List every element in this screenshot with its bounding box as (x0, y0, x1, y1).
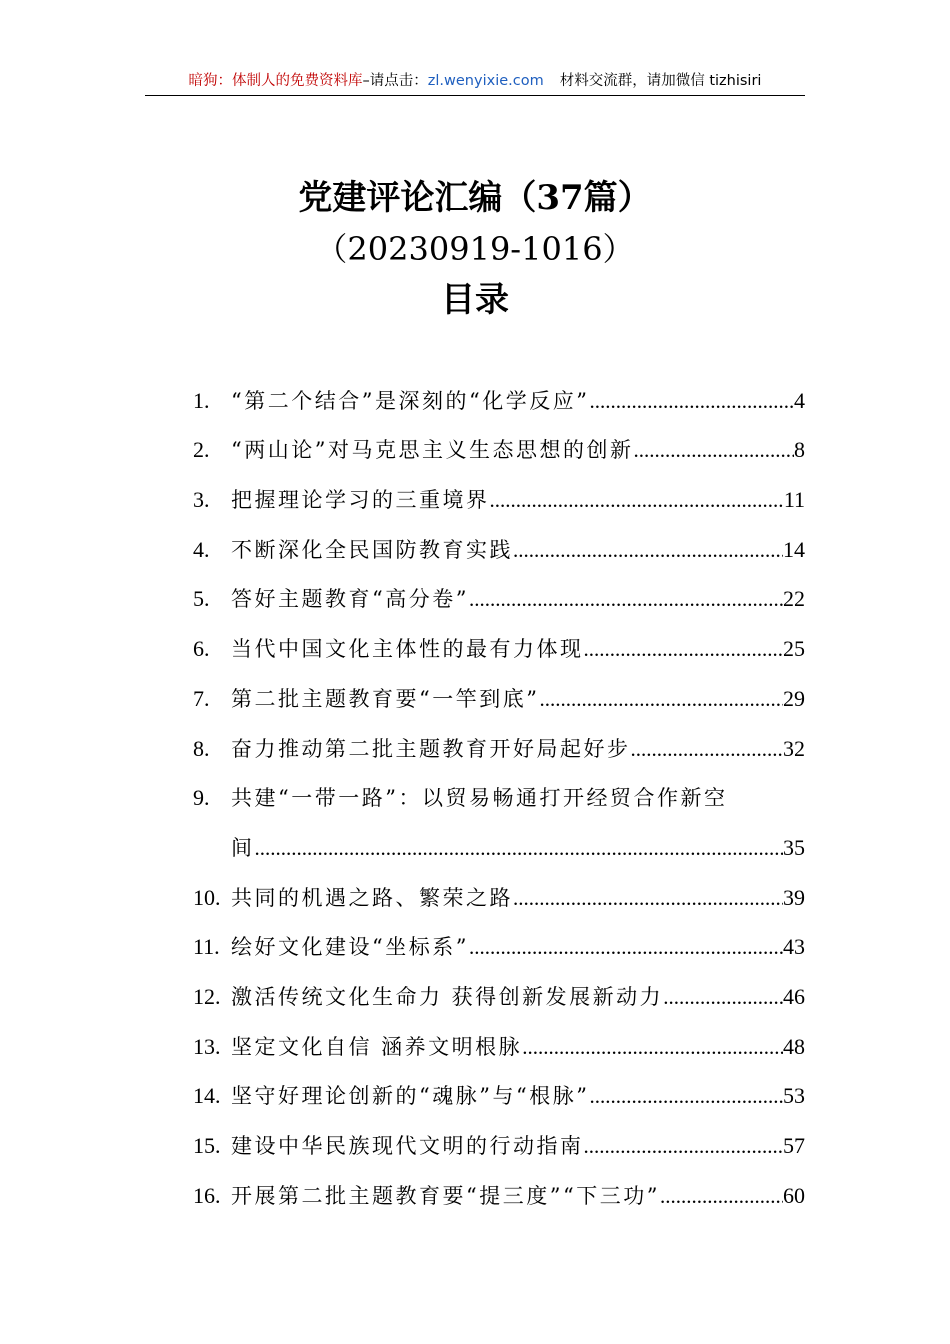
toc-entry-page: 53 (783, 1083, 805, 1109)
toc-entry-13[interactable] (193, 1022, 805, 1072)
toc-entry-number: 13. (193, 1033, 221, 1059)
toc-entry-number: 4. (193, 536, 210, 562)
toc-entry-page: 29 (783, 685, 805, 711)
toc-leader-dots (513, 525, 783, 575)
toc-entry-page: 11 (783, 487, 805, 513)
toc-entry-title-continuation: 间 (231, 835, 255, 860)
toc-entry-title: 第二批主题教育要“一竿到底” (231, 686, 540, 711)
toc-entry-title: 绘好文化建设“坐标系” (231, 935, 469, 960)
toc-entry-page: 4 (794, 387, 805, 413)
toc-entry-1[interactable] (193, 376, 805, 426)
toc-entry-number: 15. (193, 1133, 221, 1158)
toc-entry-page: 14 (783, 536, 805, 562)
toc-entry-page: 43 (783, 934, 805, 960)
header-contact: 材料交流群，请加微信 tizhisiri (559, 73, 762, 89)
toc-entry-title: 共建“一带一路”：以贸易畅通打开经贸合作新空 (231, 786, 728, 811)
toc-entry-15[interactable] (193, 1121, 805, 1171)
toc-entry-title: 坚守好理论创新的“魂脉”与“根脉” (231, 1084, 590, 1109)
toc-entry-14[interactable] (193, 1072, 805, 1122)
document-title: 党建评论汇编（37篇） (298, 178, 652, 218)
toc-entry-title: 奋力推动第二批主题教育开好局起好步 (231, 736, 631, 761)
toc-entry-number: 5. (193, 586, 210, 612)
header-divider (145, 95, 805, 96)
toc-leader-dots (631, 724, 784, 774)
header-url-link[interactable]: zl.wenyixie.com (427, 73, 544, 89)
toc-entry-title: 当代中国文化主体性的最有力体现 (231, 637, 584, 662)
toc-leader-dots (589, 376, 794, 426)
toc-leader-dots (539, 674, 783, 724)
toc-entry-page: 46 (783, 983, 805, 1009)
toc-leader-dots (522, 1022, 783, 1072)
toc-entry-page: 48 (783, 1033, 805, 1059)
toc-entry-10[interactable] (193, 873, 805, 923)
toc-entry-9[interactable] (193, 774, 805, 824)
toc-entry-number: 7. (193, 685, 210, 711)
toc-entry-title: 建设中华民族现代文明的行动指南 (231, 1134, 584, 1158)
toc-leader-dots (469, 922, 783, 972)
toc-entry-title: 答好主题教育“高分卷” (231, 587, 469, 612)
toc-entry-title: 不断深化全民国防教育实践 (231, 537, 513, 562)
toc-entry-16[interactable] (193, 1171, 805, 1221)
toc-leader-dots (633, 425, 794, 475)
toc-leader-dots (584, 1121, 784, 1171)
toc-entry-title: 开展第二批主题教育要“提三度”“下三功” (231, 1183, 660, 1208)
toc-entry-title: “两山论”对马克思主义生态思想的创新 (231, 438, 634, 463)
toc-entry-number: 2. (193, 437, 210, 463)
toc-heading: 目录 (441, 280, 509, 320)
toc-entry-page: 8 (794, 437, 805, 463)
toc-entry-page: 39 (783, 884, 805, 910)
page-header (145, 68, 805, 94)
toc-entry-page: 35 (783, 834, 805, 860)
toc-entry-page: 25 (783, 636, 805, 662)
toc-leader-dots (663, 972, 783, 1022)
toc-entry-title: 坚定文化自信 涵养文明根脉 (231, 1034, 523, 1059)
toc-entry-12[interactable] (193, 972, 805, 1022)
toc-entry-number: 6. (193, 636, 210, 662)
toc-leader-dots (255, 823, 784, 873)
toc-entry-6[interactable] (193, 624, 805, 674)
toc-entry-page: 22 (783, 586, 805, 612)
toc-entry-5[interactable] (193, 575, 805, 625)
toc-entry-number: 10. (193, 884, 221, 910)
toc-leader-dots (660, 1171, 783, 1221)
toc-entry-page: 32 (783, 735, 805, 761)
toc-entry-11[interactable] (193, 923, 805, 973)
toc-entry-number: 16. (193, 1182, 221, 1208)
toc-entry-page: 57 (783, 1133, 805, 1158)
toc-entry-8[interactable] (193, 724, 805, 774)
toc-entry-number: 1. (193, 387, 210, 413)
toc-entry-number: 11. (193, 934, 220, 960)
toc-entry-3[interactable] (193, 475, 805, 525)
toc-leader-dots (589, 1071, 783, 1121)
toc-leader-dots (469, 574, 783, 624)
toc-entry-title: 共同的机遇之路、繁荣之路 (231, 885, 513, 910)
table-of-contents (193, 376, 805, 1221)
toc-entry-number: 14. (193, 1083, 221, 1109)
toc-entry-number: 8. (193, 735, 210, 761)
toc-entry-9-continuation[interactable] (193, 823, 805, 873)
toc-entry-2[interactable] (193, 426, 805, 476)
toc-entry-page: 60 (783, 1182, 805, 1208)
toc-entry-4[interactable] (193, 525, 805, 575)
toc-entry-7[interactable] (193, 674, 805, 724)
toc-entry-number: 12. (193, 983, 221, 1009)
toc-leader-dots (490, 475, 784, 525)
document-date-range: （20230919-1016） (315, 230, 635, 268)
toc-entry-number: 3. (193, 487, 210, 513)
toc-leader-dots (584, 624, 784, 674)
header-click-prompt: –请点击： (362, 73, 428, 89)
toc-entry-title: 把握理论学习的三重境界 (231, 488, 490, 513)
toc-entry-title: “第二个结合”是深刻的“化学反应” (231, 388, 590, 413)
toc-entry-number: 9. (193, 785, 210, 811)
toc-entry-title: 激活传统文化生命力 获得创新发展新动力 (231, 984, 664, 1009)
toc-leader-dots (513, 873, 783, 923)
header-brand: 暗狗：体制人的免费资料库 (188, 73, 363, 89)
